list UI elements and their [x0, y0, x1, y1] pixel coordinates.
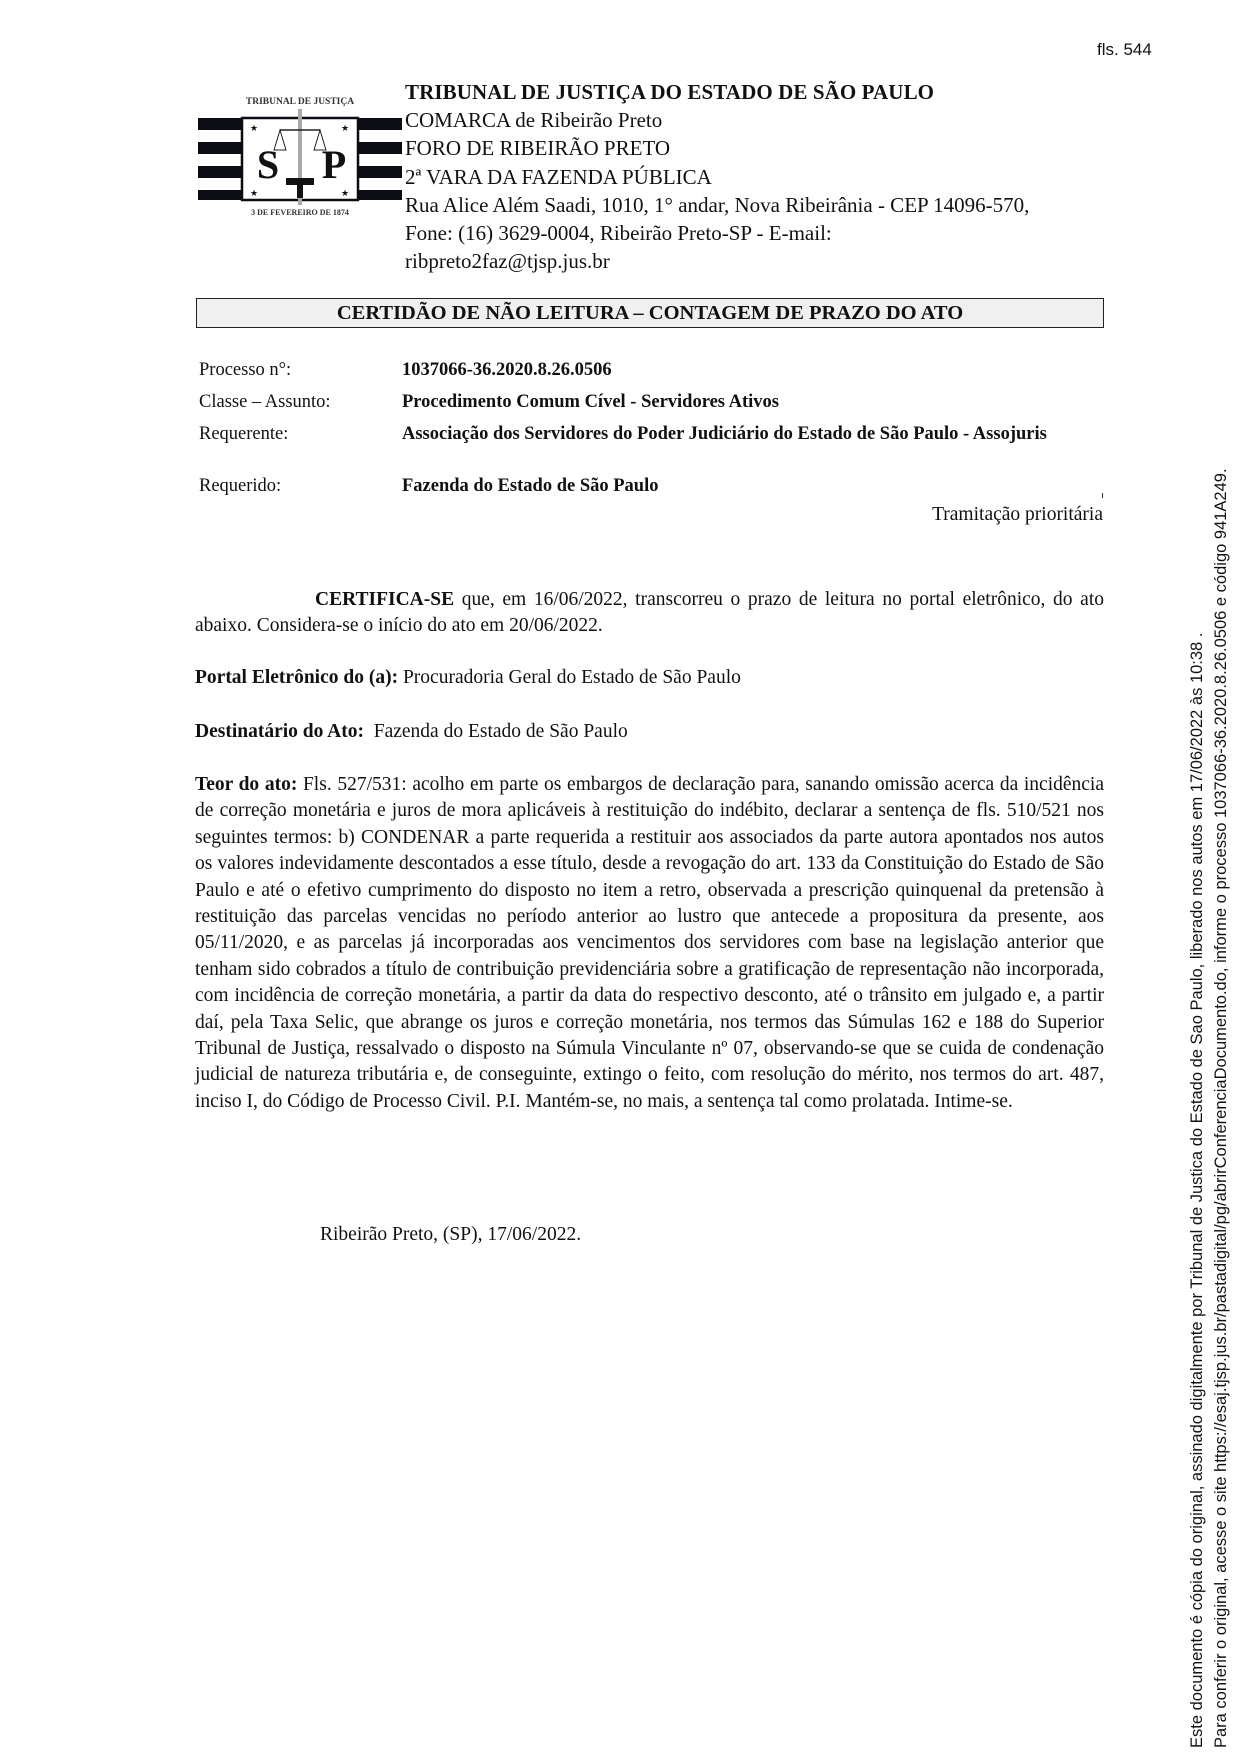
svg-text:★: ★ — [341, 188, 350, 198]
email: ribpreto2faz@tjsp.jus.br — [405, 249, 610, 274]
address: Rua Alice Além Saadi, 1010, 1° andar, Nova Ribeirânia - CEP 14096-570, — [405, 192, 1030, 217]
certifica-text: que, em 16/06/2022, transcorreu o prazo de leitura no portal eletrônico, do ato abaixo. Considera-se o início do ato em 20/06/2022. — [195, 589, 1104, 637]
teor-text: Fls. 527/531: acolho em parte os embargos de declaração para, sanando omissão acerca da incidência de correção monetária e juros de mora aplicáveis à restituição do indébito, declarar a sentença de fls. 510/521 nos seguintes termos: b) CONDENAR a parte requerida a restituir aos associados da parte autora apontados nos autos os valores indevidamente descontados a esse título, desde a revogação do art. 133 da Constituição do Estado de São Paulo e até o efetivo cumprimento do disposto no item a retro, observada a prescrição quinquenal da pretensão à restituição das parcelas vencidas no período anterior ao lustro que antecede a propositura da presente, aos 05/11/2020, e as parcelas já incorporadas aos vencimentos dos servidores com base na legislação anterior que tenham sido cobrados a título de contribuição previdenciária sobre a gratificação de representação não incorporada, com incidência de correção monetária, a partir da data do respectivo desconto, até o trânsito em julgado e, a partir daí, pela Taxa Selic, que abrange os juros e correção monetária, nos termos das Súmulas 162 e 188 do Superior Tribunal de Justiça, ressalvado o disposto na Súmula Vinculante nº 07, observando-se que se cuida de condenação judicial de natureza tributária e, de conseguinte, extingo o feito, com resolução do mérito, nos termos do art. 487, inciso I, do Código de Processo Civil. P.I. Mantém-se, no mais, a sentença tal como prolatada. Intime-se. — [195, 774, 1104, 1112]
court-name: TRIBUNAL DE JUSTIÇA DO ESTADO DE SÃO PAULO — [405, 80, 935, 104]
destinatario-value: Fazenda do Estado de São Paulo — [364, 721, 628, 742]
svg-text:★: ★ — [250, 123, 259, 133]
portal-value: Procuradoria Geral do Estado de São Paulo — [398, 667, 741, 688]
comarca: COMARCA de Ribeirão Preto — [405, 108, 663, 133]
portal-label: Portal Eletrônico do (a): — [195, 667, 399, 688]
case-info-value: Procedimento Comum Cível - Servidores Ativos — [402, 392, 779, 412]
portal-line — [195, 665, 1104, 691]
svg-text:★: ★ — [250, 188, 259, 198]
logo-bottom-text: 3 DE FEVEREIRO DE 1874 — [251, 208, 349, 217]
destinatario-label: Destinatário do Ato: — [195, 721, 364, 742]
teor-paragraph — [195, 772, 1104, 1115]
page-number: fls. 544 — [1097, 40, 1152, 59]
logo-letter-s: S — [256, 142, 280, 187]
foro: FORO DE RIBEIRÃO PRETO — [405, 136, 671, 161]
priority-label: Tramitação prioritária — [932, 504, 1103, 525]
case-info-value: 1037066-36.2020.8.26.0506 — [402, 360, 612, 380]
logo-letter-p: P — [321, 142, 347, 187]
destinatario-line — [195, 719, 1104, 745]
case-info-label: Processo n°: — [199, 360, 292, 380]
document-title: CERTIDÃO DE NÃO LEITURA – CONTAGEM DE PRAZO DO ATO — [196, 298, 1104, 328]
case-info-label: Requerido: — [199, 476, 282, 496]
case-info-label: Requerente: — [199, 424, 289, 444]
side-stamp-line-2: Para conferir o original, acesse o site https://esaj.tjsp.jus.br/pastadigital/pg/abrirConferenciaDocumento.do, informe o processo 1037066-36.2020.8.26.0506 e código 941A249. — [1212, 468, 1230, 1748]
case-info-value: Associação dos Servidores do Poder Judiciário do Estado de São Paulo - Assojuris — [402, 424, 1047, 444]
case-info-value: Fazenda do Estado de São Paulo — [402, 476, 659, 496]
court-header — [405, 78, 1105, 275]
signature-place-date: Ribeirão Preto, (SP), 17/06/2022. — [320, 1224, 582, 1245]
phone: Fone: (16) 3629-0004, Ribeirão Preto-SP - E-mail: — [405, 221, 832, 246]
tick-mark — [1102, 493, 1103, 498]
certifica-paragraph — [195, 587, 1104, 640]
logo-top-text: TRIBUNAL DE JUSTIÇA — [245, 97, 355, 107]
case-info-label: Classe – Assunto: — [199, 392, 331, 412]
teor-label: Teor do ato: — [195, 774, 298, 795]
svg-text:★: ★ — [341, 123, 350, 133]
side-stamp-line-1: Este documento é cópia do original, assinado digitalmente por Tribunal de Justica do Estado de Sao Paulo, liberado nos autos em 17/06/2022 às 10:38 . — [1188, 632, 1206, 1748]
certifica-bold: CERTIFICA-SE — [315, 589, 455, 610]
vara: 2ª VARA DA FAZENDA PÚBLICA — [405, 164, 712, 189]
court-logo — [198, 76, 402, 218]
